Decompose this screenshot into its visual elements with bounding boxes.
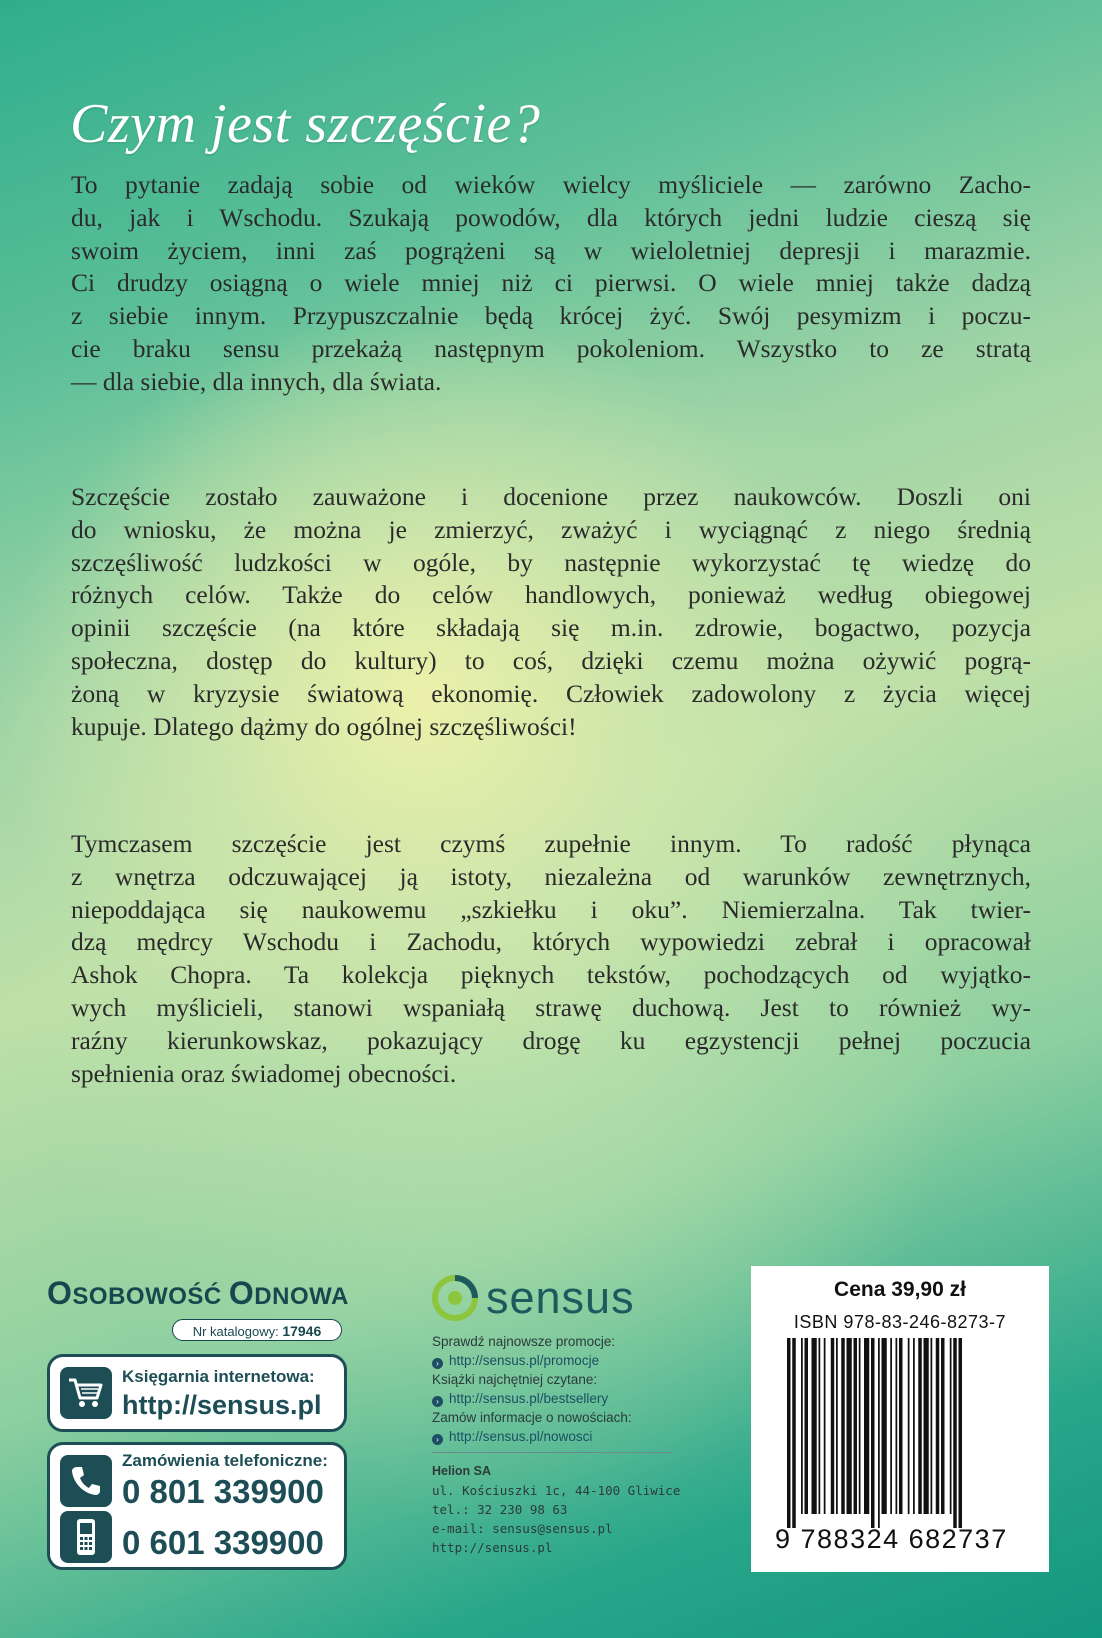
text-line: Ashok Chopra. Ta kolekcja pięknych tekstów, pochodzących od wyjątko-	[71, 960, 1031, 990]
arrow-right-icon: ›	[432, 1358, 443, 1369]
publisher-info	[432, 1332, 682, 1557]
promo-label: Sprawdź najnowsze promocje:	[432, 1334, 616, 1349]
text-line: — dla siebie, dla innych, dla świata.	[71, 366, 442, 396]
barcode-bar	[959, 1338, 963, 1528]
text-line: do wniosku, że można je zmierzyć, zważyć i wyciągnąć z niego średnią	[71, 514, 1031, 544]
phone-orders-box	[47, 1442, 347, 1570]
text-line: Szczęście zostało zauważone i docenione przez naukowców. Doszli oni	[71, 482, 1031, 511]
text-line: spełnienia oraz świadomej obecności.	[71, 1058, 457, 1088]
barcode-bar	[950, 1338, 952, 1514]
publisher-logo	[432, 1272, 635, 1324]
promo-link-text[interactable]: http://sensus.pl/promocje	[449, 1353, 600, 1368]
text-line: różnych celów. Także do celów handlowych, ponieważ według obiegowej	[71, 580, 1031, 610]
blurb-paragraph-3	[71, 828, 1031, 1090]
barcode-bar	[854, 1338, 858, 1514]
publisher-address-block	[432, 1461, 682, 1557]
barcode-bar	[812, 1338, 817, 1514]
text-line: Tymczasem szczęście jest czymś zupełnie innym. To radość płynąca	[71, 829, 1031, 858]
isbn-label: ISBN 978-83-246-8273-7	[793, 1312, 1007, 1332]
catalog-number-badge	[172, 1319, 342, 1341]
back-cover-title: Czym jest szczęście?	[70, 93, 541, 155]
barcode-bar	[805, 1338, 809, 1514]
text-line: To pytanie zadają sobie od wieków wielcy myśliciele — zarówno Zacho-	[71, 170, 1031, 199]
barcode-bar	[890, 1338, 892, 1514]
publisher-email[interactable]: e-mail: sensus@sensus.pl	[432, 1521, 613, 1536]
barcode-bar	[899, 1338, 903, 1514]
barcode-bar	[824, 1338, 826, 1514]
barcode-bar	[931, 1338, 933, 1514]
series-word-1: SOBOWOŚĆ	[72, 1283, 222, 1310]
series-initial-1: O	[47, 1275, 73, 1311]
publisher-company: Helion SA	[432, 1464, 492, 1478]
barcode-bar	[859, 1338, 861, 1514]
barcode-bar	[953, 1338, 957, 1528]
barcode-bar	[896, 1338, 898, 1514]
arrow-right-icon: ›	[432, 1434, 443, 1445]
publisher-address: ul. Kościuszki 1c, 44-100 Gliwice	[432, 1483, 681, 1498]
barcode-bar	[882, 1338, 887, 1514]
arrow-right-icon: ›	[432, 1396, 443, 1407]
barcode-bar	[864, 1338, 869, 1514]
barcode-bar	[918, 1338, 922, 1514]
barcode-bars	[787, 1338, 1013, 1528]
barcode-bar	[819, 1338, 821, 1514]
news-label: Zamów informacje o nowościach:	[432, 1410, 632, 1425]
barcode-bar	[847, 1338, 852, 1514]
phone-number-2[interactable]: 0 601 339900	[122, 1524, 324, 1561]
text-line: cie braku sensu przekażą następnym pokoleniom. Wszystko to ze stratą	[71, 333, 1031, 363]
blurb-paragraph-2	[71, 481, 1031, 743]
barcode-bar	[841, 1338, 845, 1514]
text-line: wych myślicieli, stanowi wspaniałą strawę duchową. Jest to również wy-	[71, 992, 1031, 1022]
barcode-bar	[941, 1338, 945, 1514]
publisher-tel: tel.: 32 230 98 63	[432, 1502, 568, 1517]
promo-link[interactable]	[432, 1351, 682, 1370]
online-shop-url[interactable]: http://sensus.pl	[122, 1390, 322, 1420]
online-shop-label: Księgarnia internetowa:	[122, 1367, 315, 1386]
online-shop-box[interactable]	[47, 1354, 347, 1432]
phone-orders-label: Zamówienia telefoniczne:	[122, 1451, 328, 1470]
text-line: szczęśliwość ludzkości w ogóle, by następnie wykorzystać tę wiedzę do	[71, 547, 1031, 577]
publisher-web[interactable]: http://sensus.pl	[432, 1540, 553, 1555]
barcode-bar	[936, 1338, 940, 1514]
phone-number-1[interactable]: 0 801 339900	[122, 1473, 324, 1510]
text-line: raźny kierunkowskaz, pokazujący drogę ku egzystencji pełnej poczucia	[71, 1025, 1031, 1055]
barcode-digits: 9 788324 682737	[775, 1524, 1008, 1554]
text-line: niepoddająca się naukowemu „szkiełku i oku”. Niemierzalna. Tak twier-	[71, 894, 1031, 924]
barcode-bar	[871, 1338, 875, 1528]
phone-handset-icon	[60, 1455, 112, 1507]
news-link-text[interactable]: http://sensus.pl/nowosci	[449, 1429, 593, 1444]
bestsellers-link[interactable]	[432, 1389, 682, 1408]
text-line: żoną w kryzysie światową ekonomię. Człowiek zadowolony z życia więcej	[71, 678, 1031, 708]
text-line: kupuje. Dlatego dążmy do ogólnej szczęśliwości!	[71, 711, 577, 741]
barcode-bar	[836, 1338, 838, 1514]
sensus-swirl-icon	[432, 1275, 478, 1321]
barcode-bar	[787, 1338, 791, 1528]
mobile-phone-icon	[60, 1511, 112, 1563]
barcode-box	[751, 1266, 1049, 1572]
bestsellers-label: Książki najchętniej czytane:	[432, 1372, 598, 1387]
blurb-paragraph-1	[71, 169, 1031, 399]
divider	[432, 1452, 672, 1453]
news-link[interactable]	[432, 1427, 682, 1446]
series-initial-2: O	[228, 1275, 255, 1311]
publisher-logo-text: sensus	[486, 1272, 635, 1323]
bestsellers-link-text[interactable]: http://sensus.pl/bestsellery	[449, 1391, 609, 1406]
barcode-bar	[831, 1338, 835, 1514]
text-line: z wnętrza odczuwającej ją istoty, niezależna od warunków zewnętrznych,	[71, 861, 1031, 891]
series-logo	[47, 1275, 347, 1312]
barcode-bar	[801, 1338, 803, 1514]
text-line: Ci drudzy osiągną o wiele mniej niż ci pierwsi. O wiele mniej także dadzą	[71, 268, 1031, 298]
text-line: z siebie innym. Przypuszczalnie będą krócej żyć. Swój pesymizm i poczu-	[71, 301, 1031, 331]
text-line: dzą mędrcy Wschodu i Zachodu, których wypowiedzi zebrał i opracował	[71, 927, 1031, 957]
barcode-bar	[924, 1338, 929, 1514]
price-label: Cena 39,90 zł	[834, 1278, 966, 1301]
barcode-bar	[908, 1338, 910, 1514]
barcode-bar	[913, 1338, 915, 1514]
catalog-label: Nr katalogowy:	[192, 1324, 279, 1339]
text-line: opinii szczęście (na które składają się m.in. zdrowie, bogactwo, pozycja	[71, 613, 1031, 643]
shopping-cart-icon	[60, 1367, 112, 1419]
catalog-number: 17946	[282, 1323, 322, 1339]
text-line: społeczna, dostęp do kultury) to coś, dzięki czemu można ożywić pogrą-	[71, 645, 1031, 675]
text-line: swoim życiem, inni zaś pogrążeni są w wieloletniej depresji i marazmie.	[71, 235, 1031, 265]
barcode-bar	[792, 1338, 796, 1528]
text-line: du, jak i Wschodu. Szukają powodów, dla których jedni ludzie cieszą się	[71, 202, 1031, 232]
series-word-2: DNOWA	[254, 1283, 349, 1310]
barcode-bar	[878, 1338, 880, 1528]
